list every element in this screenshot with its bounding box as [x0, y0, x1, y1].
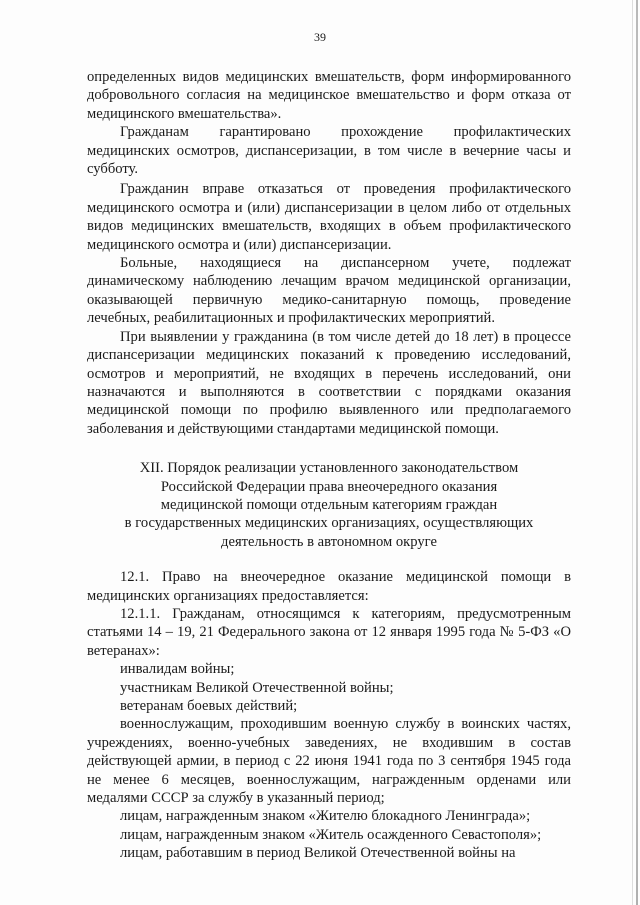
paragraph-refusal-right: Гражданин вправе отказаться от проведения профилактического медицинского осмотра и (или) диспансеризации в целом либо от отдельных видов медицинских вмешательств, входящих в объем профилактического медицинского осмотра и (или) диспансеризации.	[87, 181, 571, 253]
section-heading-line: деятельность в автономном округе	[221, 533, 437, 550]
paragraph-dispensary-patients: Больные, находящиеся на диспансерном учете, подлежат динамическому наблюдению лечащим врачом медицинской организации, оказывающей первичную медико-санитарную помощь, проведение лечебных, реабилитационных и профилактических мероприятий.	[87, 255, 571, 327]
list-item: участникам Великой Отечественной войны;	[120, 679, 394, 696]
list-item: инвалидам войны;	[120, 661, 235, 678]
scan-edge-inner	[632, 0, 633, 905]
list-item: лицам, награжденным знаком «Жителю блокадного Ленинграда»;	[120, 808, 531, 825]
section-heading-line: Российской Федерации права внеочередного оказания	[160, 478, 498, 495]
paragraph-continuation: определенных видов медицинских вмешательств, форм информированного добровольного согласия на медицинское вмешательство и форм отказа от медицинского вмешательства».	[87, 69, 571, 122]
document-body	[87, 68, 571, 863]
list-item: лицам, работавшим в период Великой Отечественной войны на	[120, 845, 516, 862]
page-number: 39	[314, 30, 326, 44]
section-heading-line: в государственных медицинских организациях, осуществляющих	[124, 515, 534, 532]
section-heading-line: XII. Порядок реализации установленного законодательством	[139, 460, 519, 477]
section-heading	[87, 459, 571, 551]
paragraph-12-1: 12.1. Право на внеочередное оказание медицинской помощи в медицинских организациях предоставляется:	[87, 569, 571, 604]
paragraph-preventive-exams: Гражданам гарантировано прохождение профилактических медицинских осмотров, диспансеризации, в том числе в вечерние часы и субботу.	[87, 124, 571, 178]
list-item: военнослужащим, проходившим военную службу в воинских частях, учреждениях, военно-учебных заведениях, не входившим в состав действующей армии, в период с 22 июня 1941 года по 3 сентября 1945 года не менее 6 месяцев, военнослужащим, награжденным орденами или медалями СССР за службу в указанный период;	[87, 716, 571, 807]
scan-edge	[636, 0, 638, 905]
paragraph-12-1-1: 12.1.1. Гражданам, относящимся к категориям, предусмотренным статьями 14 – 19, 21 Федерального закона от 12 января 1995 года № 5-ФЗ «О ветеранах»:	[87, 605, 571, 659]
list-item: лицам, награжденным знаком «Житель осажденного Севастополя»;	[120, 826, 542, 843]
paragraph-additional-exams: При выявлении у гражданина (в том числе детей до 18 лет) в процессе диспансеризации медицинских показаний к проведению исследований, осмотров и мероприятий, не входящих в перечень исследований, они назначаются и выполняются в соответствии с порядками оказания медицинской помощи по профилю выявленного или предполагаемого заболевания и действующими стандартами медицинской помощи.	[87, 328, 571, 437]
list-item: ветеранам боевых действий;	[120, 698, 298, 714]
section-heading-line: медицинской помощи отдельным категориям граждан	[160, 496, 498, 513]
